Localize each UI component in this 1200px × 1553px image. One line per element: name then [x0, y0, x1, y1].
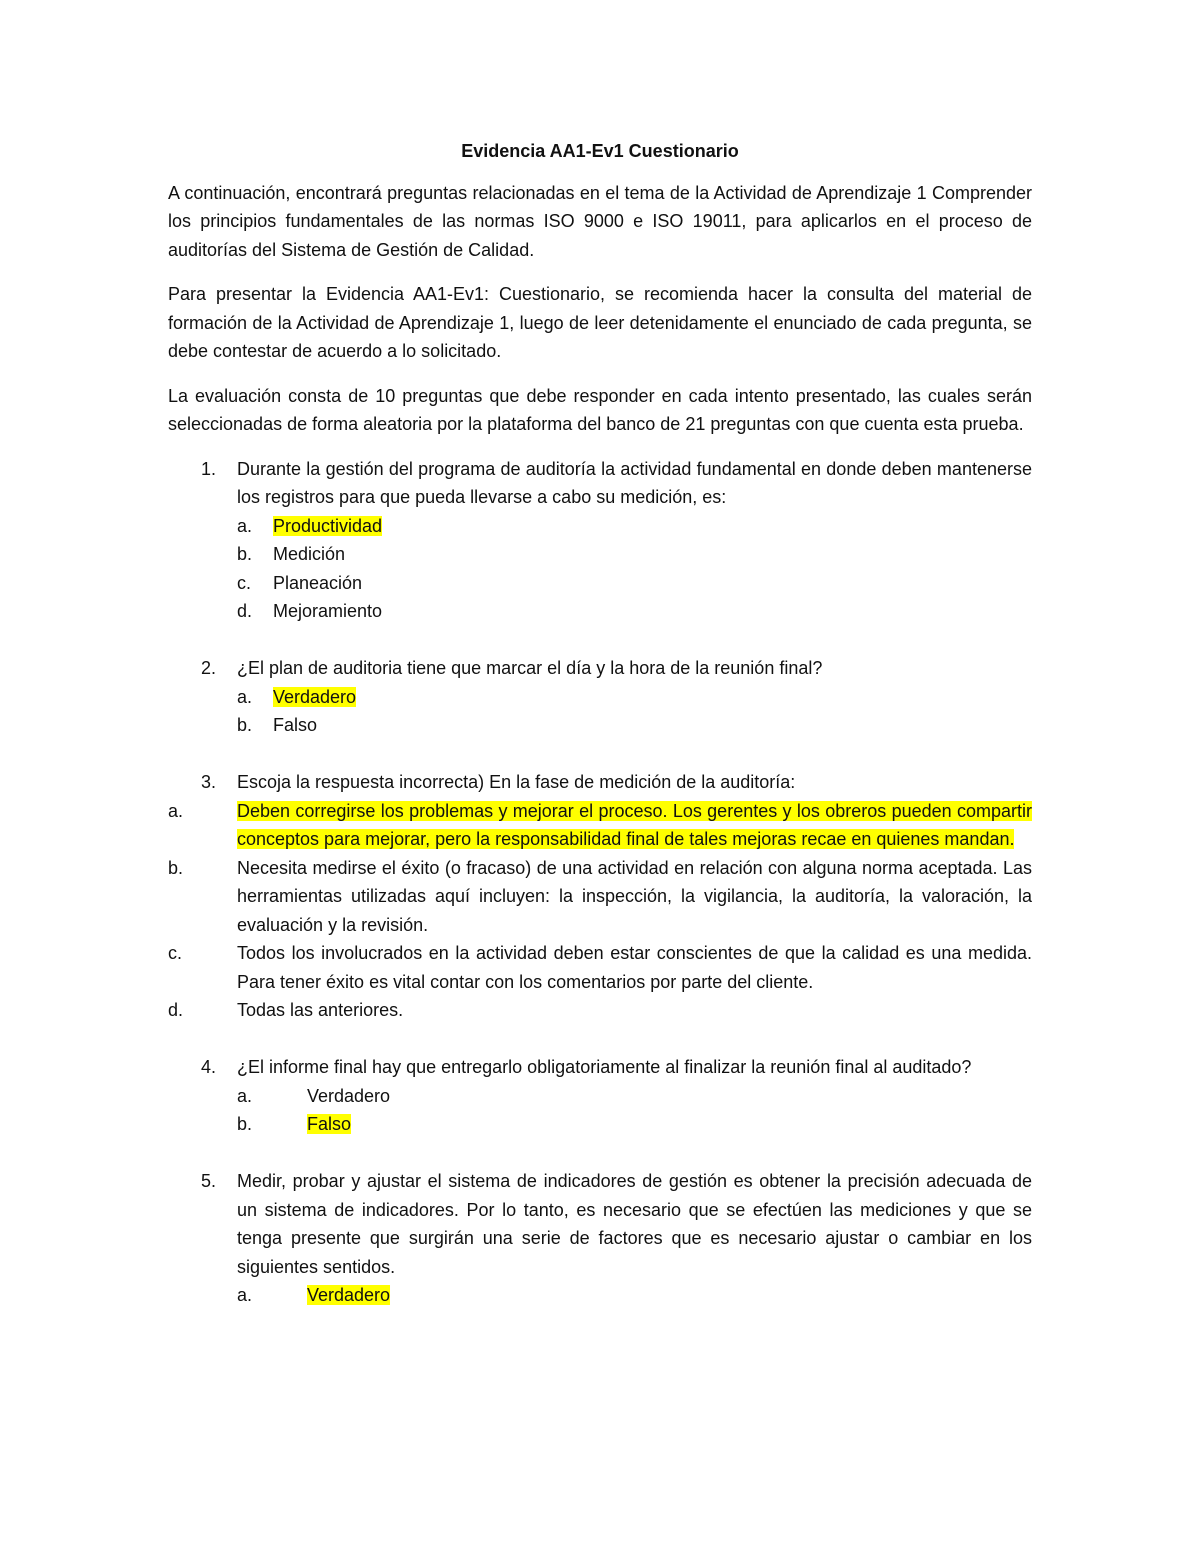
- option-letter: b.: [237, 715, 253, 735]
- question-number: 3.: [201, 772, 217, 792]
- option-text: Todos los involucrados en la actividad deben estar conscientes de que la calidad es una medida. Para tener éxito es vital contar con los comentarios por parte del cliente.: [237, 943, 1032, 992]
- option-letter: b.: [237, 544, 253, 564]
- question-4: [168, 1053, 1032, 1139]
- question-5: [168, 1167, 1032, 1310]
- option-c: [168, 939, 1032, 996]
- intro-paragraph-2: Para presentar la Evidencia AA1-Ev1: Cuestionario, se recomienda hacer la consulta del material de formación de la Actividad de Aprendizaje 1, luego de leer detenidamente el enunciado de cada pregunta, se debe contestar de acuerdo a lo solicitado.: [168, 284, 1032, 361]
- option-letter: a.: [237, 515, 253, 536]
- option-text: Medición: [273, 544, 346, 564]
- option-text-highlighted: Falso: [307, 1114, 352, 1134]
- option-a: [168, 1082, 1032, 1111]
- option-d: [168, 996, 1032, 1025]
- option-letter: b.: [237, 1114, 253, 1134]
- option-letter: d.: [237, 601, 253, 621]
- option-c: [168, 569, 1032, 598]
- option-letter: a.: [168, 800, 184, 821]
- option-letter: a.: [237, 1285, 253, 1305]
- option-text: Mejoramiento: [273, 601, 383, 621]
- option-letter: a.: [237, 686, 253, 707]
- option-a: [168, 1281, 1032, 1310]
- option-letter: a.: [237, 1085, 253, 1106]
- question-text: ¿El plan de auditoria tiene que marcar el día y la hora de la reunión final?: [237, 658, 823, 678]
- option-text-highlighted: Deben corregirse los problemas y mejorar el proceso. Los gerentes y los obreros pueden compartir conceptos para mejorar, pero la responsabilidad final de tales mejoras recae en quienes mandan.: [237, 800, 1032, 849]
- option-b: [168, 540, 1032, 569]
- option-text: Necesita medirse el éxito (o fracaso) de una actividad en relación con alguna norma aceptada. Las herramientas utilizadas aquí incluyen: la inspección, la vigilancia, la auditoría, la valoración, la evaluación y la revisión.: [237, 857, 1032, 935]
- option-a: [168, 797, 1032, 854]
- question-text: Escoja la respuesta incorrecta) En la fase de medición de la auditoría:: [237, 772, 796, 792]
- option-text-highlighted: Verdadero: [273, 686, 357, 707]
- option-a: [168, 512, 1032, 541]
- question-text: Medir, probar y ajustar el sistema de indicadores de gestión es obtener la precisión adecuada de un sistema de indicadores. Por lo tanto, es necesario que se efectúen las mediciones y que se tenga presente que surgirán una serie de factores que es necesario ajustar o cambiar en los siguientes sentidos.: [237, 1171, 1032, 1277]
- option-b: [168, 711, 1032, 740]
- option-letter: d.: [168, 1000, 184, 1020]
- option-d: [168, 597, 1032, 626]
- option-a: [168, 683, 1032, 712]
- option-text-highlighted: Productividad: [273, 515, 383, 536]
- question-number: 5.: [201, 1171, 217, 1191]
- question-text: Durante la gestión del programa de auditoría la actividad fundamental en donde deben mantenerse los registros para que pueda llevarse a cabo su medición, es:: [237, 458, 1032, 507]
- option-text: Todas las anteriores.: [237, 1000, 404, 1020]
- question-3: [168, 768, 1032, 1025]
- question-number: 4.: [201, 1057, 217, 1077]
- question-number: 2.: [201, 658, 217, 678]
- option-text-highlighted: Verdadero: [307, 1285, 391, 1305]
- question-text: ¿El informe final hay que entregarlo obligatoriamente al finalizar la reunión final al auditado?: [237, 1057, 972, 1077]
- intro-paragraph-3: La evaluación consta de 10 preguntas que debe responder en cada intento presentado, las cuales serán seleccionadas de forma aleatoria por la plataforma del banco de 21 preguntas con que cuenta esta prueba.: [168, 385, 1032, 434]
- intro-paragraph-1: A continuación, encontrará preguntas relacionadas en el tema de la Actividad de Aprendizaje 1 Comprender los principios fundamentales de las normas ISO 9000 e ISO 19011, para aplicarlos en el proceso de auditorías del Sistema de Gestión de Calidad.: [168, 182, 1032, 260]
- option-text: Verdadero: [307, 1085, 391, 1106]
- question-2: [168, 654, 1032, 740]
- question-number: 1.: [201, 458, 217, 479]
- document-title: Evidencia AA1-Ev1 Cuestionario: [461, 141, 739, 161]
- option-text: Planeación: [273, 572, 363, 593]
- option-letter: c.: [237, 572, 252, 593]
- question-1: [168, 455, 1032, 626]
- option-letter: c.: [168, 943, 183, 963]
- document-body: [168, 137, 1032, 1310]
- option-b: [168, 854, 1032, 940]
- option-text: Falso: [273, 715, 318, 735]
- option-letter: b.: [168, 857, 184, 878]
- option-b: [168, 1110, 1032, 1139]
